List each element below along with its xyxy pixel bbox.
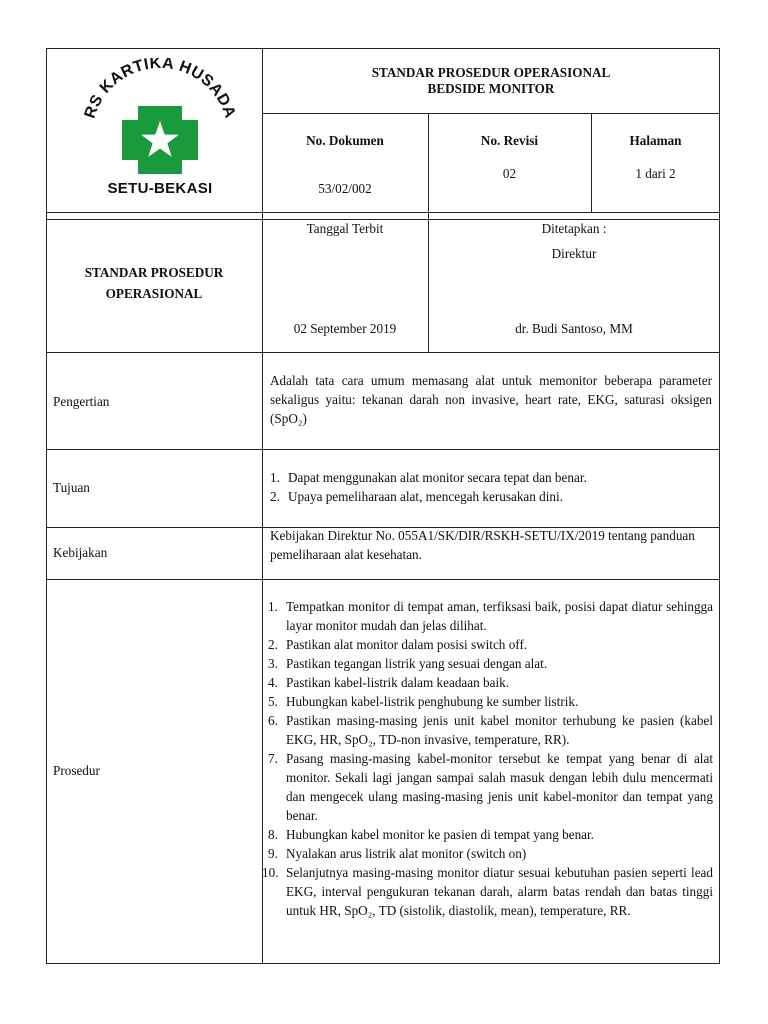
hospital-logo	[70, 58, 250, 208]
list-item: 1. Tempatkan monitor di tempat aman, terfiksasi baik, posisi dapat diatur sehingga layar monitor mudah dan jelas dilihat.	[268, 599, 713, 633]
list-item: 9. Nyalakan arus listrik alat monitor (switch on)	[268, 846, 527, 861]
document-title	[262, 65, 720, 97]
logo-location: SETU-BEKASI	[107, 180, 213, 197]
title-line-1: STANDAR PROSEDUR OPERASIONAL	[371, 65, 611, 80]
section-label-kebijakan: Kebijakan	[53, 545, 108, 560]
issued-date-value: 02 September 2019	[293, 321, 397, 336]
revision-label: No. Revisi	[480, 133, 539, 148]
page-value: 1 dari 2	[635, 166, 676, 181]
divider	[46, 212, 720, 213]
list-item: 3. Pastikan tegangan listrik yang sesuai dengan alat.	[268, 656, 548, 671]
logo-arc-text: RS KARTIKA HUSADA	[81, 58, 239, 121]
list-item: 4. Pastikan kabel-listrik dalam keadaan baik.	[268, 675, 510, 690]
doc-number-label: No. Dokumen	[306, 133, 384, 148]
tujuan-list	[270, 468, 712, 506]
prosedur-list	[262, 597, 713, 920]
list-item: 7. Pasang masing-masing kabel-monitor tersebut ke tempat yang benar di alat monitor. Sekali lagi jangan sampai salah masuk dengan lebih dulu mencermati dan mengecek ulang masing-masing jenis unit kabel-monitor dan tempat yang benar.	[268, 751, 713, 823]
kebijakan-text: Kebijakan Direktur No. 055A1/SK/DIR/RSKH-SETU/IX/2019 tentang panduan pemeliharaan alat kesehatan.	[270, 528, 695, 562]
pengertian-text: Adalah tata cara umum memasang alat untuk memonitor beberapa parameter sekaligus yaitu: tekanan darah non invasive, heart rate, EKG, saturasi oksigen (SpO₂)	[270, 373, 712, 426]
spo-title-line-2: OPERASIONAL	[105, 286, 203, 301]
revision-value: 02	[502, 166, 517, 181]
list-item: 2. Pastikan alat monitor dalam posisi switch off.	[268, 637, 528, 652]
list-item: 6. Pastikan masing-masing jenis unit kabel monitor terhubung ke pasien (kabel EKG, HR, SpO₂, TD-non invasive, temperature, RR).	[268, 713, 713, 747]
approver-name: dr. Budi Santoso, MM	[515, 321, 633, 336]
spo-title-line-1: STANDAR PROSEDUR	[84, 265, 224, 280]
page-label: Halaman	[629, 133, 682, 148]
section-label-tujuan: Tujuan	[53, 480, 90, 495]
section-label-prosedur: Prosedur	[53, 763, 100, 778]
title-line-2: BEDSIDE MONITOR	[427, 81, 555, 96]
list-item: 2. Upaya pemeliharaan alat, mencegah kerusakan dini.	[270, 489, 563, 504]
divider	[46, 352, 720, 353]
divider	[262, 113, 720, 114]
doc-number-value: 53/02/002	[318, 181, 372, 196]
issued-date-label: Tanggal Terbit	[306, 221, 384, 236]
divider	[46, 579, 720, 580]
section-label-pengertian: Pengertian	[53, 394, 110, 409]
list-item: 8. Hubungkan kabel monitor ke pasien di tempat yang benar.	[268, 827, 594, 842]
divider	[591, 113, 592, 213]
list-item: 1. Dapat menggunakan alat monitor secara tepat dan benar.	[270, 470, 587, 485]
list-item: 10. Selanjutnya masing-masing monitor diatur sesuai kebutuhan pasien seperti lead EKG, interval pengukuran tekanan darah, alarm batas rendah dan batas tinggi untuk HR, SpO₂, TD (sistolik, diastolik, mean), temperature, RR.	[262, 865, 713, 918]
approver-role: Direktur	[551, 246, 597, 261]
divider	[46, 449, 720, 450]
approved-label: Ditetapkan :	[541, 221, 607, 236]
spo-title	[46, 262, 262, 304]
list-item: 5. Hubungkan kabel-listrik penghubung ke sumber listrik.	[268, 694, 579, 709]
